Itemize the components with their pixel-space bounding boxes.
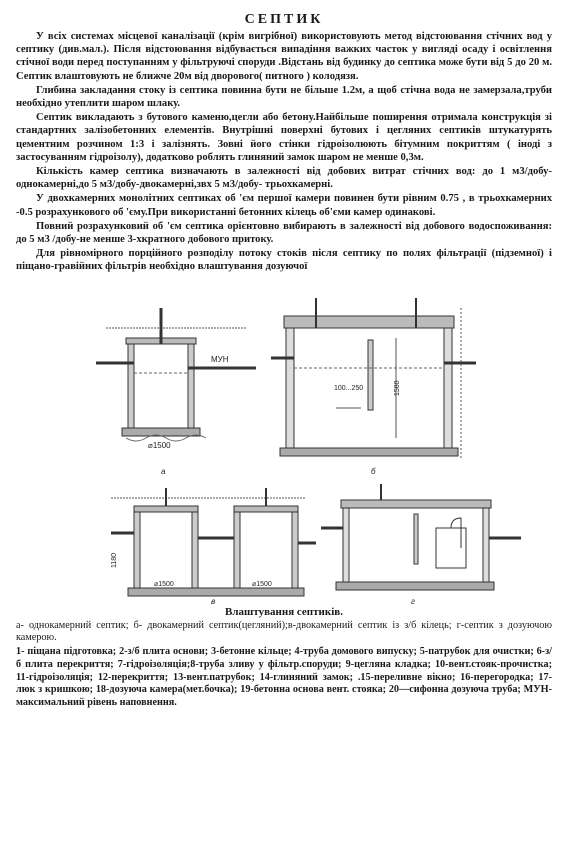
paragraph-4: Кількість камер септика визначають в залежності від добових витрат стічних вод: до 1 м3/добу-однокамерні,до 5 м3/добу-двокамерні,звх 5 м3/добу- трьохкамерні. — [16, 166, 552, 191]
label-mun-a: МУН — [211, 354, 229, 364]
figure-caption: а- однокамерний септик; б- двокамерний септик(цегляний);в-двокамерний септик із з/б кілець; г-септик з дозуючою камерою. — [16, 619, 552, 644]
drawing-v — [111, 488, 316, 596]
septic-drawings-svg — [16, 288, 552, 606]
drawing-a — [96, 308, 256, 441]
paragraph-5: У двохкамерних монолітних септиках об 'єм першої камери повинен бути рівним 0.75 , в трьохкамерних -0.5 розрахункового об 'єму.При використанні бетонних кілець об'єми камер одинакові. — [16, 193, 552, 218]
label-d1500-b: ⌀1500 — [154, 580, 174, 588]
label-d1500-c: ⌀1500 — [252, 580, 272, 588]
label-h1580: 1580 — [394, 380, 401, 396]
label-v: в — [211, 596, 216, 606]
label-a: а — [161, 466, 166, 476]
label-dim-b: 100...250 — [334, 384, 364, 392]
document-title: СЕПТИК — [244, 12, 324, 27]
figure-legend: 1- піщана підготовка; 2-з/б плита основи; 3-бетонне кільце; 4-труба домового випуску; 5-патрубок для очистки; 6-з/б плита перекриття; 7-гідроізоляція;8-труба зливу у фільтр.споруди; 9-цегляна кладка; 10-вент.стояк-прочистка; 11-гідроізоляція; 12-перекриття; 13-вент.патрубок; 14-глиняний замок; .15-переливне вікно; 16-перегородка; 17- люк з кришкою; 18-дозуюча камера(мет.бочка); 19-бетонна основа вент. стояка; 20—сифонна дозуюча труба; МУН-максимальний рівень наповнення. — [16, 646, 552, 708]
septic-drawings — [16, 288, 552, 606]
label-h1180: 1180 — [111, 552, 118, 568]
paragraph-3: Септик викладають з бутового каменю,цегли або бетону.Найбільше поширення отримала конструкція зі стандартних залізобетонних елементів. Внутрішні поверхні бутових і цегляних септиків штукатурять цементним розчином 1:3 і залізнять. Зовні його стінки гідроізолюють бітумним покриттям ( іноді з застосуванням гідроізолу), додатково роблять глиняний замок шаром не менше 0,3м. — [16, 112, 552, 163]
label-b: б — [371, 466, 376, 476]
label-d1500-a: ⌀1500 — [148, 440, 171, 450]
drawing-b — [271, 298, 476, 458]
figure-title: Влаштування септиків. — [225, 605, 343, 618]
label-g: г — [411, 596, 415, 606]
paragraph-2: Глибина закладання стоку із септика повинна бути не більше 1.2м, а щоб стічна вода не замерзала,труби необхідно утеплити шаром шлаку. — [16, 84, 552, 110]
paragraph-6: Повний розрахунковий об 'єм септика орієнтовно вибирають в залежності від добового водоспоживання: до 5 м3 /добу-не менше 3-хкратного добового притоку. — [16, 220, 552, 246]
paragraph-7: Для рівномірного порційного розподілу потоку стоків після септику по полях фільтрації (підземної) і піщано-гравійних фільтрів необхідно влаштування дозуючої — [16, 248, 552, 273]
paragraph-1: У всіх системах місцевої каналізації (крім вигрібної) використовують метод відстоювання стічних вод у септику (див.мал.). Після відстоювання відбувається випадіння важких часток у вигляді осаду і освітлення стічної води перед поступанням у фільтруючі споруди .Відстань від будинку до септика може бути від 5 до 20 м. Септик влаштовують не ближче 20м від дворового( питного ) колодязя. — [16, 31, 552, 82]
drawing-g — [321, 484, 521, 590]
